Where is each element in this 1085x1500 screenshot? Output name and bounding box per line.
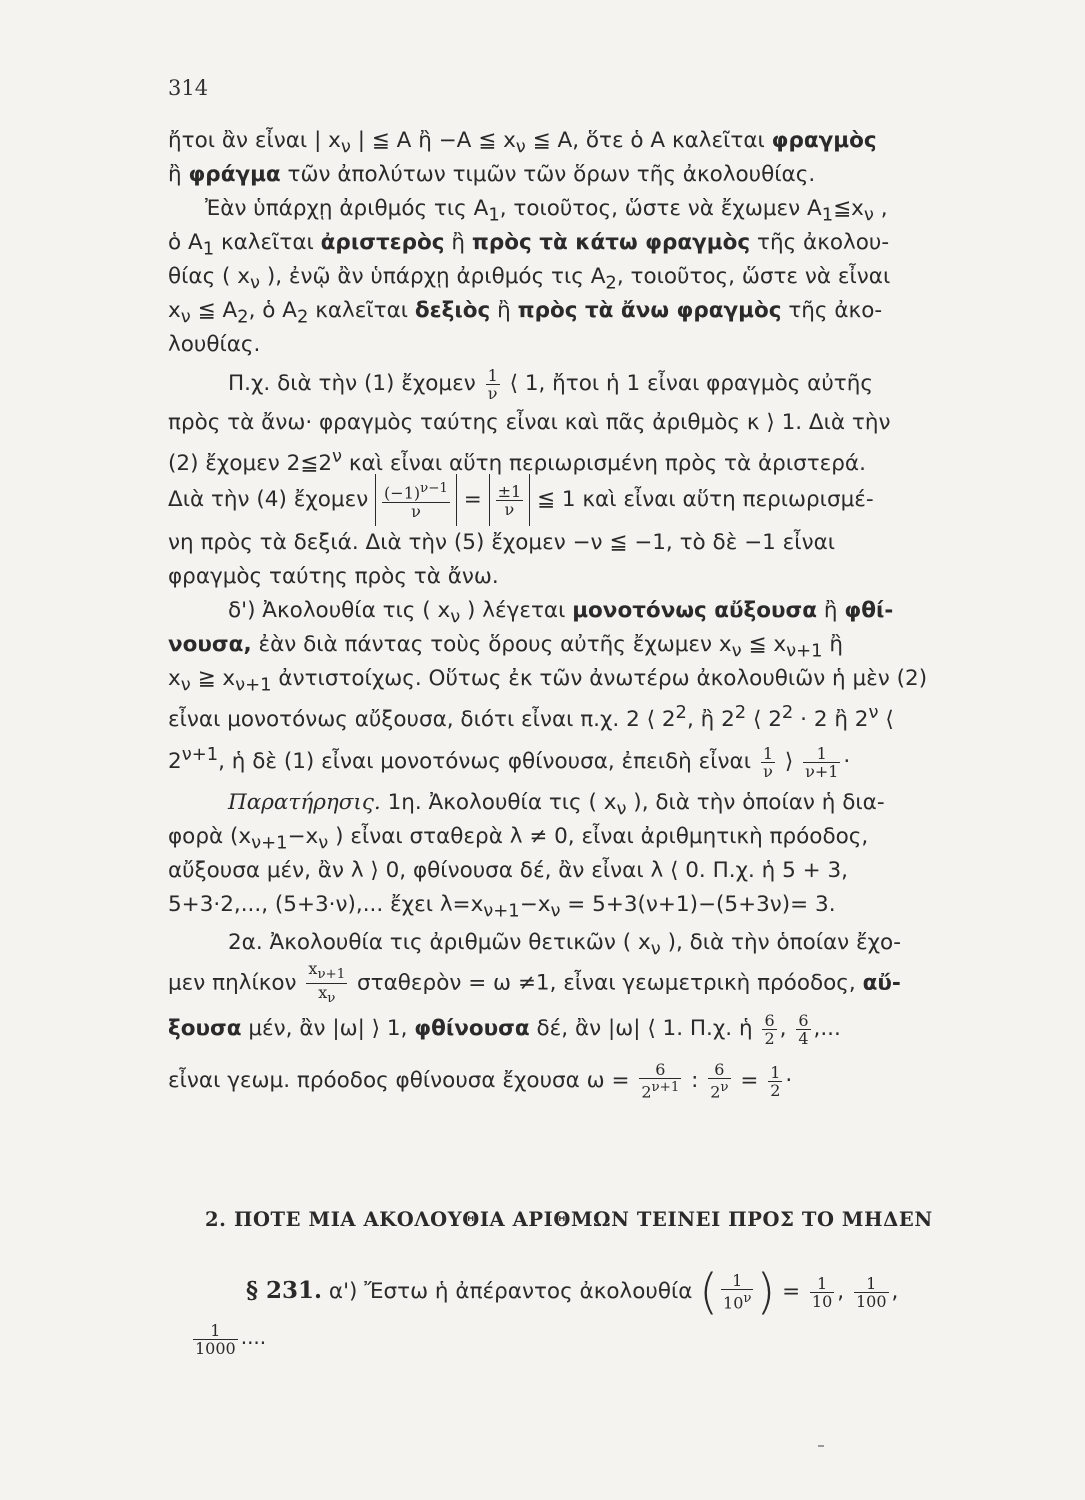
numerator: 6 — [639, 1061, 681, 1079]
equals-sign: = — [782, 1279, 801, 1304]
text-span: τῶν ἀπολύτων τιμῶν τῶν ὅρων τῆς ἀκολουθίας. — [287, 162, 816, 187]
fraction — [496, 483, 524, 518]
text-line — [168, 628, 1016, 662]
text-span: , — [837, 1279, 845, 1304]
text-span: = 5+3(ν+1)−(5+3ν)= 3. — [560, 892, 836, 917]
bold-term: φθί- — [844, 598, 894, 623]
subscript: 1 — [821, 204, 834, 226]
text-span: τῆς ἀκο- — [788, 298, 883, 323]
text-span: , — [873, 196, 888, 221]
text-line — [168, 260, 1016, 294]
denominator: ν — [487, 383, 498, 403]
text-span: ἢ — [823, 598, 838, 623]
text-line — [168, 560, 1016, 594]
superscript: ν−1 — [420, 481, 448, 497]
absolute-value — [489, 474, 531, 526]
superscript: ν — [332, 446, 343, 467]
absolute-value — [375, 474, 457, 526]
text-span: λουθίας. — [168, 332, 261, 357]
text-span: τῆς ἀκολου- — [757, 230, 890, 255]
text-span: x — [168, 298, 181, 323]
page-body — [168, 124, 1016, 1106]
text-line — [168, 328, 1016, 362]
text-span: φραγμὸς ταύτης πρὸς τὰ ἄνω. — [168, 564, 499, 589]
text-span: ἢ — [168, 162, 182, 187]
subscript: 2 — [296, 306, 309, 328]
text-line — [168, 406, 1016, 440]
text-span: | ≦ A ἢ −A ≦ x — [357, 128, 516, 153]
subscript: ν — [616, 798, 627, 820]
text-span: , ὁ A — [248, 298, 297, 323]
text-span: (−1) — [384, 483, 421, 503]
bold-term: φραγμὸς — [771, 128, 877, 153]
bold-term: πρὸς τὰ κάτω φραγμὸς — [471, 230, 751, 255]
text-line — [168, 124, 1016, 158]
text-span: ⟨ — [878, 707, 894, 733]
subscript: ν — [863, 204, 874, 226]
fraction — [803, 745, 840, 780]
denominator — [708, 1079, 730, 1100]
text-span: | x — [314, 128, 341, 153]
numerator: 6 — [764, 1010, 775, 1030]
text-line — [168, 854, 1016, 888]
subscript: ν — [327, 991, 336, 1007]
bold-term: δεξιὸς — [414, 298, 491, 323]
text-line — [168, 960, 1016, 1006]
text-line — [168, 696, 1016, 733]
fraction — [382, 480, 450, 519]
bold-term: ἀριστερὸς — [320, 230, 445, 255]
subscript: ν — [550, 900, 561, 922]
superscript: ν+1 — [651, 1080, 680, 1096]
numerator: 1 — [854, 1275, 889, 1293]
text-span: ≦x — [833, 196, 864, 221]
fraction — [486, 367, 500, 402]
fraction — [708, 1061, 730, 1100]
text-span: ,... — [813, 1016, 841, 1041]
subscript: 1 — [488, 204, 500, 226]
text-span: , ἢ 2 — [686, 707, 735, 733]
superscript: 2 — [734, 702, 747, 723]
text-span: ), διὰ τὴν ὁποίαν ἡ δια- — [626, 790, 885, 815]
text-span: 10 — [723, 1293, 744, 1313]
bold-term: νουσα, — [168, 632, 252, 657]
text-span: καὶ εἶναι αὕτη περιωρισμένη πρὸς τὰ ἀριστερά. — [348, 451, 866, 477]
subscript: ν — [515, 136, 526, 158]
superscript: ν — [743, 1291, 752, 1307]
text-line — [168, 362, 1016, 406]
numerator: 6 — [798, 1010, 809, 1030]
subscript: ν — [340, 136, 351, 158]
fraction — [639, 1061, 681, 1100]
subscript: ν — [318, 832, 329, 854]
text-span: 1η. Ἀκολουθία τις ( x — [387, 790, 617, 815]
text-line — [168, 730, 1016, 780]
text-span: Διὰ τὴν (4) ἔχομεν — [168, 487, 369, 512]
page-number: 314 — [168, 76, 209, 100]
text-span: −x — [287, 824, 319, 849]
subscript: ν — [731, 640, 742, 662]
numerator: 6 — [708, 1061, 730, 1079]
text-span: 2α. Ἀκολουθία τις ἀριθμῶν θετικῶν ( x — [228, 930, 651, 955]
fraction — [761, 745, 775, 780]
text-span: δέ, ἂν |ω| ⟨ 1. Π.χ. ἡ — [536, 1016, 753, 1041]
text-line — [168, 158, 1016, 192]
text-span: (2) ἔχομεν 2≦2 — [168, 451, 333, 477]
denominator: 4 — [798, 1028, 809, 1048]
text-line — [168, 474, 1016, 526]
text-span: ≦ A, ὅτε ὁ A καλεῖται — [532, 128, 765, 153]
text-line — [168, 888, 1016, 922]
text-span: δ') Ἀκολουθία τις ( x — [228, 598, 451, 623]
text-line — [168, 926, 1016, 960]
text-span: ὁ A — [168, 230, 203, 255]
text-span: ⟨ 1, ἤτοι ἡ 1 εἶναι φραγμὸς αὐτῆς — [509, 371, 873, 396]
equals-sign: = — [463, 487, 482, 512]
text-span: ἐὰν διὰ πάντας τοὺς ὅρους αὐτῆς ἔχωμεν x — [258, 632, 732, 657]
numerator: 1 — [487, 365, 498, 385]
text-span: 2 — [168, 749, 182, 775]
right-paren: ) — [756, 1264, 776, 1320]
section-number: § 231. — [246, 1277, 323, 1304]
text-span: x — [168, 666, 181, 691]
text-line — [168, 820, 1016, 854]
text-span: , — [891, 1279, 899, 1304]
superscript: 2 — [781, 702, 794, 723]
text-span: Π.χ. διὰ τὴν (1) ἔχομεν — [228, 371, 476, 396]
denominator: 2 — [770, 1080, 781, 1100]
denominator: ν+1 — [805, 761, 839, 781]
text-line — [168, 294, 1016, 328]
text-span: ), ἐνῷ ἂν ὑπάρχῃ ἀριθμός τις A — [260, 264, 606, 289]
fraction — [796, 1012, 810, 1047]
numerator — [382, 480, 450, 502]
section-heading: 2. ΠΟΤΕ ΜΙΑ ΑΚΟΛΟΥΘΙΑ ΑΡΙΘΜΩΝ ΤΕΙΝΕΙ ΠΡΟΣ ΤΟ ΜΗΔΕΝ — [205, 1208, 933, 1231]
text-span: · — [843, 749, 851, 775]
denominator: ν — [763, 761, 773, 781]
numerator: 1 — [770, 1062, 781, 1082]
text-span: καλεῖται — [315, 298, 409, 323]
subscript: ν — [450, 606, 461, 628]
denominator: 10 — [811, 1291, 833, 1311]
bold-term: φθίνουσα — [414, 1016, 530, 1041]
text-span: πρὸς τὰ ἄνω· φραγμὸς ταύτης εἶναι καὶ πᾶς ἀριθμὸς κ ⟩ 1. Διὰ τὴν — [168, 410, 891, 435]
text-span: , ἡ δὲ (1) εἶναι μονοτόνως φθίνουσα, ἐπειδὴ εἶναι — [218, 749, 751, 775]
text-span: : — [691, 1068, 699, 1093]
text-span: καλεῖται — [220, 230, 314, 255]
denominator: 2 — [764, 1028, 775, 1048]
fraction — [854, 1275, 889, 1310]
fraction — [721, 1272, 753, 1311]
text-line — [168, 1056, 1016, 1106]
text-span: · 2 ἢ 2 — [793, 707, 869, 733]
text-span: 5+3·2,..., (5+3·ν),... ἔχει λ=x — [168, 892, 484, 917]
text-span: εἶναι μονοτόνως αὔξουσα, διότι εἶναι π.χ. 2 ⟨ 2 — [168, 707, 676, 733]
text-line — [168, 662, 1016, 696]
denominator — [721, 1290, 753, 1311]
text-span: Ἐὰν ὑπάρχῃ ἀριθμός τις A — [205, 196, 489, 221]
text-line — [168, 226, 1016, 260]
numerator: 1 — [810, 1275, 834, 1293]
text-line — [168, 440, 1016, 477]
text-line — [168, 526, 1016, 560]
text-span: , τοιοῦτος, ὥστε νὰ ἔχωμεν A — [499, 196, 822, 221]
numerator: 1 — [762, 743, 774, 763]
subscript: 2 — [605, 272, 617, 294]
text-span: x — [318, 983, 328, 1003]
text-span: ≦ 1 καὶ εἶναι αὕτη περιωρισμέ- — [537, 487, 874, 512]
text-span: ἤτοι ἂν εἶναι — [168, 128, 308, 153]
equals-sign: = — [740, 1068, 759, 1093]
text-span: ) λέγεται — [460, 598, 566, 623]
text-span: α') Ἔστω ἡ ἀπέραντος ἀκολουθία — [328, 1279, 693, 1304]
text-line — [168, 786, 1016, 820]
text-span: 2 — [641, 1082, 652, 1102]
subscript: ν — [180, 306, 191, 328]
bold-term: μονοτόνως αὔξουσα — [572, 598, 818, 623]
numerator: 1 — [803, 745, 840, 763]
denominator — [639, 1079, 681, 1100]
text-line — [168, 594, 1016, 628]
text-span: νη πρὸς τὰ δεξιά. Διὰ τὴν (5) ἔχομεν −ν ≦ −1, τὸ δὲ −1 εἶναι — [168, 530, 836, 555]
fraction — [768, 1064, 782, 1099]
text-span: 2 — [710, 1082, 721, 1102]
denominator: 100 — [855, 1291, 887, 1311]
text-span: ≧ x — [190, 666, 236, 691]
text-span: σταθερὸν = ω ≠1, εἶναι γεωμετρικὴ πρόοδος, — [357, 970, 856, 996]
fraction — [762, 1012, 776, 1047]
denominator: ν — [504, 499, 515, 519]
text-span: ἀντιστοίχως. Οὕτως ἐκ τῶν ἀνωτέρω ἀκολουθιῶν ἡ μὲν (2) — [271, 666, 928, 691]
bold-term: ξουσα — [168, 1016, 242, 1041]
page-speck — [818, 1445, 824, 1447]
numerator: ±1 — [497, 481, 522, 501]
text-span: ⟩ — [784, 749, 794, 775]
text-span: x — [308, 959, 318, 978]
text-span: −x — [519, 892, 551, 917]
denominator — [306, 984, 347, 1007]
numerator: 1 — [721, 1272, 753, 1290]
subscript: 2 — [237, 306, 249, 328]
continued-fraction — [190, 1322, 266, 1357]
subscript: ν+1 — [317, 967, 346, 983]
bold-term: πρὸς τὰ ἄνω φραγμὸς — [517, 298, 782, 323]
text-span: μεν πηλίκον — [168, 970, 297, 996]
text-span: ἢ — [451, 230, 466, 255]
text-span: ≦ x — [741, 632, 787, 657]
fraction — [306, 960, 347, 1007]
text-span: , — [779, 1016, 787, 1041]
subscript: 1 — [202, 238, 215, 260]
text-span: φορὰ (x — [168, 824, 252, 849]
paragraph-231 — [246, 1264, 1021, 1320]
superscript: 2 — [675, 702, 687, 723]
subscript: ν+1 — [483, 900, 520, 922]
left-paren: ( — [699, 1264, 719, 1320]
text-span: ≦ A — [197, 298, 238, 323]
fraction — [193, 1322, 238, 1357]
fraction — [810, 1275, 834, 1310]
numerator: 1 — [193, 1322, 238, 1340]
denominator: 1000 — [195, 1339, 236, 1358]
italic-term: Παρατήρησις. — [228, 790, 381, 815]
text-span: ) εἶναι σταθερὰ λ ≠ 0, εἶναι ἀριθμητικὴ πρόοδος, — [328, 824, 869, 849]
text-span: · — [785, 1068, 793, 1093]
text-span: , τοιοῦτος, ὥστε νὰ εἶναι — [616, 264, 891, 289]
bold-term: φράγμα — [188, 162, 281, 187]
denominator: ν — [411, 501, 421, 521]
text-span: αὔξουσα μέν, ἂν λ ⟩ 0, φθίνουσα δέ, ἂν εἶναι λ ⟨ 0. Π.χ. ἡ 5 + 3, — [168, 858, 849, 883]
text-span: θίας ( x — [168, 264, 251, 289]
subscript: ν — [650, 938, 661, 960]
ellipsis: .... — [240, 1325, 267, 1349]
subscript: ν+1 — [235, 674, 272, 696]
text-span: ⟨ 2 — [746, 707, 782, 733]
bold-term: αὔ- — [862, 970, 901, 996]
text-span: εἶναι γεωμ. πρόοδος φθίνουσα ἔχουσα ω = — [168, 1068, 630, 1093]
superscript: ν — [720, 1080, 729, 1096]
superscript: ν — [868, 702, 879, 723]
text-span: ἢ — [822, 632, 843, 657]
subscript: ν — [180, 674, 191, 696]
text-span: μέν, ἂν |ω| ⟩ 1, — [248, 1016, 408, 1041]
text-span: ἢ — [497, 298, 511, 323]
text-span: ), διὰ τὴν ὁποίαν ἔχο- — [660, 930, 901, 955]
subscript: ν — [250, 272, 261, 294]
subscript: ν+1 — [251, 832, 288, 854]
text-line — [168, 192, 1016, 226]
subscript: ν+1 — [786, 640, 823, 662]
superscript: ν+1 — [181, 744, 219, 765]
text-line — [168, 1006, 1016, 1052]
numerator — [306, 960, 347, 984]
